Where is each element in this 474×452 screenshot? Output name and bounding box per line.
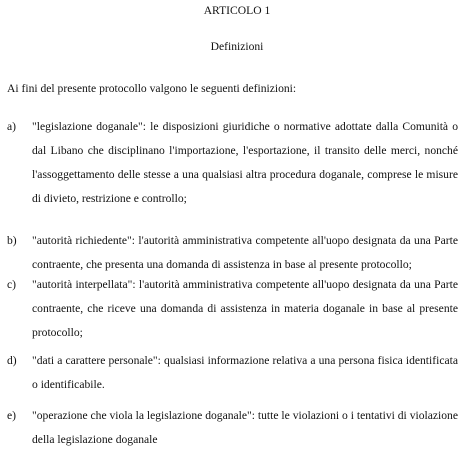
definition-letter: b) (7, 234, 17, 247)
definition-letter: d) (7, 354, 17, 367)
definition-letter: a) (7, 120, 17, 133)
definition-letter: e) (7, 409, 17, 422)
definition-text: "legislazione doganale": le disposizioni giuridiche o normative adottate dalla Comunità o dal Libano che disciplinano l'importazione, l'esportazione, il transito delle merci, nonché l'assoggettamento delle stesse a una qualsiasi altra procedura doganale, comprese le misure di divieto, restrizione e controllo; (32, 120, 458, 205)
article-title: ARTICOLO 1 (203, 4, 271, 17)
definition-text: "autorità interpellata": l'autorità amministrativa competente all'uopo designata da una Parte contraente, che riceve una domanda di assistenza in materia doganale in base al presente protocollo; (32, 278, 458, 339)
definition-text: "autorità richiedente": l'autorità amministrativa competente all'uopo designata da una Parte contraente, che presenta una domanda di assistenza in base al presente protocollo; (32, 234, 458, 271)
section-title: Definizioni (210, 40, 264, 53)
intro-paragraph: Ai fini del presente protocollo valgono le seguenti definizioni: (7, 82, 297, 95)
definition-text: "dati a carattere personale": qualsiasi informazione relativa a una persona fisica identificata o identificabile. (32, 354, 458, 391)
definition-letter: c) (7, 278, 17, 291)
definition-text: "operazione che viola la legislazione doganale": tutte le violazioni o i tentativi di violazione della legislazione doganale (32, 409, 458, 446)
